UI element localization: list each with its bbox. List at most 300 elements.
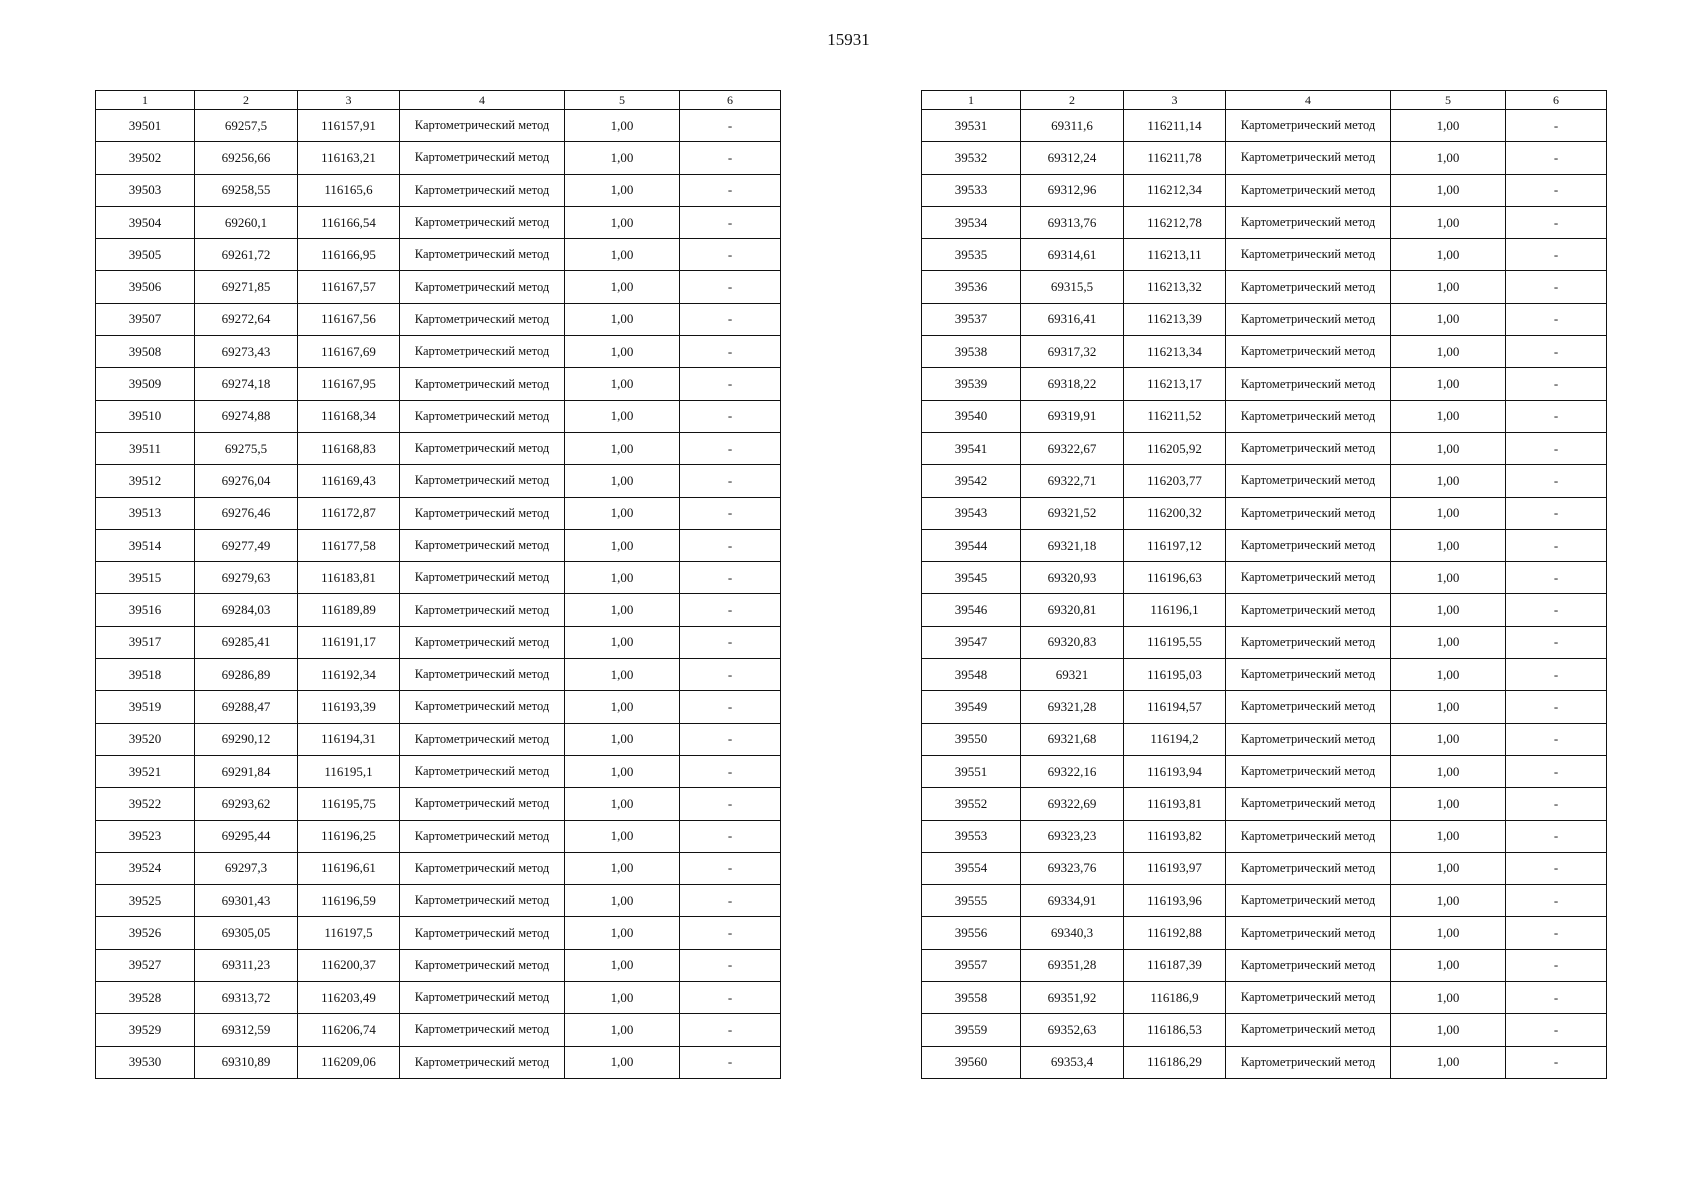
cell-y-coordinate: 116211,52	[1124, 400, 1226, 432]
cell-accuracy: 1,00	[1391, 723, 1506, 755]
cell-point-number: 39559	[922, 1014, 1021, 1046]
cell-x-coordinate: 69256,66	[195, 142, 298, 174]
cell-x-coordinate: 69301,43	[195, 885, 298, 917]
cell-y-coordinate: 116195,75	[298, 788, 400, 820]
cell-accuracy: 1,00	[565, 562, 680, 594]
cell-point-number: 39522	[96, 788, 195, 820]
cell-accuracy: 1,00	[1391, 949, 1506, 981]
cell-method: Картометрический метод	[400, 852, 565, 884]
table-row	[96, 885, 781, 917]
cell-accuracy: 1,00	[1391, 206, 1506, 238]
cell-method: Картометрический метод	[400, 174, 565, 206]
table-row	[922, 303, 1607, 335]
cell-method: Картометрический метод	[1226, 723, 1391, 755]
cell-note: -	[680, 368, 781, 400]
table-row	[96, 949, 781, 981]
cell-accuracy: 1,00	[1391, 110, 1506, 142]
cell-x-coordinate: 69258,55	[195, 174, 298, 206]
cell-x-coordinate: 69260,1	[195, 206, 298, 238]
cell-point-number: 39539	[922, 368, 1021, 400]
cell-y-coordinate: 116193,82	[1124, 820, 1226, 852]
cell-note: -	[680, 755, 781, 787]
table-row	[96, 723, 781, 755]
cell-accuracy: 1,00	[565, 142, 680, 174]
cell-x-coordinate: 69321	[1021, 659, 1124, 691]
table-row	[922, 755, 1607, 787]
cell-y-coordinate: 116192,34	[298, 659, 400, 691]
cell-note: -	[680, 723, 781, 755]
table-row	[96, 529, 781, 561]
cell-x-coordinate: 69290,12	[195, 723, 298, 755]
cell-note: -	[680, 594, 781, 626]
cell-note: -	[1506, 755, 1607, 787]
table-row	[96, 982, 781, 1014]
cell-point-number: 39535	[922, 239, 1021, 271]
cell-accuracy: 1,00	[565, 691, 680, 723]
cell-method: Картометрический метод	[1226, 691, 1391, 723]
cell-note: -	[680, 691, 781, 723]
cell-y-coordinate: 116196,59	[298, 885, 400, 917]
page-number: 15931	[827, 30, 870, 49]
column-header-1: 1	[96, 91, 195, 110]
cell-accuracy: 1,00	[1391, 400, 1506, 432]
cell-point-number: 39508	[96, 336, 195, 368]
cell-point-number: 39533	[922, 174, 1021, 206]
table-row	[922, 110, 1607, 142]
column-header-5: 5	[1391, 91, 1506, 110]
cell-x-coordinate: 69351,92	[1021, 982, 1124, 1014]
cell-note: -	[1506, 691, 1607, 723]
table-row	[96, 336, 781, 368]
table-row	[96, 820, 781, 852]
cell-method: Картометрический метод	[1226, 110, 1391, 142]
cell-point-number: 39531	[922, 110, 1021, 142]
cell-y-coordinate: 116168,83	[298, 432, 400, 464]
cell-y-coordinate: 116195,1	[298, 755, 400, 787]
cell-point-number: 39516	[96, 594, 195, 626]
cell-x-coordinate: 69322,16	[1021, 755, 1124, 787]
cell-method: Картометрический метод	[1226, 206, 1391, 238]
cell-accuracy: 1,00	[565, 271, 680, 303]
cell-note: -	[680, 271, 781, 303]
cell-method: Картометрический метод	[400, 529, 565, 561]
table-row	[922, 400, 1607, 432]
cell-y-coordinate: 116196,61	[298, 852, 400, 884]
cell-point-number: 39517	[96, 626, 195, 658]
cell-x-coordinate: 69275,5	[195, 432, 298, 464]
cell-point-number: 39513	[96, 497, 195, 529]
cell-note: -	[1506, 465, 1607, 497]
cell-point-number: 39553	[922, 820, 1021, 852]
cell-point-number: 39525	[96, 885, 195, 917]
cell-accuracy: 1,00	[1391, 885, 1506, 917]
cell-y-coordinate: 116200,32	[1124, 497, 1226, 529]
table-header-row	[922, 91, 1607, 110]
cell-method: Картометрический метод	[400, 691, 565, 723]
cell-note: -	[1506, 303, 1607, 335]
column-header-5: 5	[565, 91, 680, 110]
cell-y-coordinate: 116197,12	[1124, 529, 1226, 561]
cell-y-coordinate: 116186,53	[1124, 1014, 1226, 1046]
cell-accuracy: 1,00	[565, 982, 680, 1014]
cell-note: -	[680, 529, 781, 561]
cell-accuracy: 1,00	[565, 594, 680, 626]
cell-note: -	[1506, 659, 1607, 691]
cell-method: Картометрический метод	[400, 206, 565, 238]
cell-x-coordinate: 69319,91	[1021, 400, 1124, 432]
table-row	[922, 949, 1607, 981]
cell-point-number: 39545	[922, 562, 1021, 594]
cell-accuracy: 1,00	[1391, 594, 1506, 626]
cell-method: Картометрический метод	[1226, 917, 1391, 949]
cell-point-number: 39557	[922, 949, 1021, 981]
cell-y-coordinate: 116165,6	[298, 174, 400, 206]
cell-accuracy: 1,00	[1391, 626, 1506, 658]
cell-y-coordinate: 116211,78	[1124, 142, 1226, 174]
cell-method: Картометрический метод	[1226, 885, 1391, 917]
cell-accuracy: 1,00	[565, 239, 680, 271]
cell-x-coordinate: 69321,28	[1021, 691, 1124, 723]
cell-point-number: 39529	[96, 1014, 195, 1046]
table-row	[96, 400, 781, 432]
cell-accuracy: 1,00	[1391, 271, 1506, 303]
cell-method: Картометрический метод	[400, 562, 565, 594]
cell-note: -	[1506, 239, 1607, 271]
cell-method: Картометрический метод	[1226, 497, 1391, 529]
cell-point-number: 39518	[96, 659, 195, 691]
table-row	[922, 691, 1607, 723]
cell-note: -	[1506, 820, 1607, 852]
cell-accuracy: 1,00	[565, 852, 680, 884]
cell-note: -	[1506, 271, 1607, 303]
cell-x-coordinate: 69353,4	[1021, 1046, 1124, 1078]
cell-method: Картометрический метод	[1226, 659, 1391, 691]
cell-point-number: 39512	[96, 465, 195, 497]
table-row	[922, 1014, 1607, 1046]
cell-accuracy: 1,00	[1391, 142, 1506, 174]
cell-note: -	[1506, 562, 1607, 594]
cell-note: -	[680, 432, 781, 464]
cell-x-coordinate: 69314,61	[1021, 239, 1124, 271]
cell-y-coordinate: 116167,57	[298, 271, 400, 303]
cell-x-coordinate: 69323,23	[1021, 820, 1124, 852]
cell-point-number: 39549	[922, 691, 1021, 723]
cell-y-coordinate: 116194,2	[1124, 723, 1226, 755]
cell-y-coordinate: 116177,58	[298, 529, 400, 561]
cell-note: -	[680, 142, 781, 174]
column-header-6: 6	[680, 91, 781, 110]
cell-y-coordinate: 116172,87	[298, 497, 400, 529]
cell-note: -	[680, 1014, 781, 1046]
cell-x-coordinate: 69286,89	[195, 659, 298, 691]
cell-y-coordinate: 116194,31	[298, 723, 400, 755]
cell-method: Картометрический метод	[1226, 852, 1391, 884]
cell-point-number: 39556	[922, 917, 1021, 949]
cell-point-number: 39519	[96, 691, 195, 723]
cell-point-number: 39542	[922, 465, 1021, 497]
table-row	[922, 142, 1607, 174]
cell-y-coordinate: 116211,14	[1124, 110, 1226, 142]
cell-x-coordinate: 69279,63	[195, 562, 298, 594]
table-row	[96, 562, 781, 594]
table-body-left	[96, 110, 781, 1079]
cell-note: -	[680, 788, 781, 820]
cell-accuracy: 1,00	[1391, 562, 1506, 594]
cell-accuracy: 1,00	[565, 206, 680, 238]
cell-y-coordinate: 116189,89	[298, 594, 400, 626]
cell-y-coordinate: 116187,39	[1124, 949, 1226, 981]
cell-point-number: 39538	[922, 336, 1021, 368]
cell-accuracy: 1,00	[565, 432, 680, 464]
cell-y-coordinate: 116196,1	[1124, 594, 1226, 626]
cell-y-coordinate: 116195,55	[1124, 626, 1226, 658]
cell-x-coordinate: 69313,76	[1021, 206, 1124, 238]
cell-accuracy: 1,00	[1391, 432, 1506, 464]
cell-note: -	[680, 497, 781, 529]
cell-note: -	[1506, 400, 1607, 432]
cell-accuracy: 1,00	[1391, 529, 1506, 561]
cell-x-coordinate: 69340,3	[1021, 917, 1124, 949]
table-row	[922, 206, 1607, 238]
table-row	[96, 174, 781, 206]
cell-method: Картометрический метод	[400, 594, 565, 626]
cell-method: Картометрический метод	[1226, 1046, 1391, 1078]
cell-method: Картометрический метод	[400, 400, 565, 432]
cell-note: -	[680, 820, 781, 852]
cell-accuracy: 1,00	[1391, 788, 1506, 820]
table-row	[96, 755, 781, 787]
cell-accuracy: 1,00	[1391, 917, 1506, 949]
cell-accuracy: 1,00	[565, 400, 680, 432]
table-row	[922, 659, 1607, 691]
cell-x-coordinate: 69285,41	[195, 626, 298, 658]
table-row	[922, 626, 1607, 658]
table-row	[922, 432, 1607, 464]
table-header-row	[96, 91, 781, 110]
cell-point-number: 39560	[922, 1046, 1021, 1078]
cell-method: Картометрический метод	[400, 723, 565, 755]
cell-method: Картометрический метод	[400, 303, 565, 335]
cell-note: -	[1506, 336, 1607, 368]
cell-method: Картометрический метод	[1226, 820, 1391, 852]
cell-accuracy: 1,00	[565, 110, 680, 142]
cell-point-number: 39501	[96, 110, 195, 142]
cell-y-coordinate: 116167,56	[298, 303, 400, 335]
cell-x-coordinate: 69320,81	[1021, 594, 1124, 626]
cell-accuracy: 1,00	[565, 755, 680, 787]
cell-y-coordinate: 116193,39	[298, 691, 400, 723]
cell-point-number: 39547	[922, 626, 1021, 658]
cell-note: -	[1506, 852, 1607, 884]
cell-method: Картометрический метод	[400, 626, 565, 658]
cell-method: Картометрический метод	[1226, 432, 1391, 464]
cell-y-coordinate: 116200,37	[298, 949, 400, 981]
cell-point-number: 39543	[922, 497, 1021, 529]
cell-x-coordinate: 69274,88	[195, 400, 298, 432]
cell-point-number: 39528	[96, 982, 195, 1014]
cell-accuracy: 1,00	[565, 368, 680, 400]
cell-y-coordinate: 116191,17	[298, 626, 400, 658]
cell-point-number: 39540	[922, 400, 1021, 432]
cell-method: Картометрический метод	[400, 885, 565, 917]
table-row	[922, 497, 1607, 529]
cell-y-coordinate: 116209,06	[298, 1046, 400, 1078]
cell-point-number: 39523	[96, 820, 195, 852]
cell-method: Картометрический метод	[1226, 529, 1391, 561]
cell-point-number: 39534	[922, 206, 1021, 238]
cell-accuracy: 1,00	[565, 174, 680, 206]
table-row	[96, 432, 781, 464]
cell-y-coordinate: 116213,32	[1124, 271, 1226, 303]
cell-accuracy: 1,00	[565, 1046, 680, 1078]
table-row	[96, 271, 781, 303]
cell-point-number: 39524	[96, 852, 195, 884]
cell-method: Картометрический метод	[1226, 142, 1391, 174]
cell-note: -	[1506, 206, 1607, 238]
cell-y-coordinate: 116194,57	[1124, 691, 1226, 723]
cell-y-coordinate: 116193,96	[1124, 885, 1226, 917]
cell-note: -	[1506, 174, 1607, 206]
cell-x-coordinate: 69312,96	[1021, 174, 1124, 206]
cell-method: Картометрический метод	[400, 917, 565, 949]
cell-point-number: 39506	[96, 271, 195, 303]
table-row	[96, 239, 781, 271]
cell-method: Картометрический метод	[1226, 336, 1391, 368]
cell-point-number: 39502	[96, 142, 195, 174]
cell-note: -	[680, 852, 781, 884]
table-row	[96, 142, 781, 174]
cell-method: Картометрический метод	[400, 432, 565, 464]
cell-method: Картометрический метод	[400, 1014, 565, 1046]
cell-point-number: 39551	[922, 755, 1021, 787]
table-row	[922, 465, 1607, 497]
cell-x-coordinate: 69297,3	[195, 852, 298, 884]
cell-method: Картометрический метод	[1226, 303, 1391, 335]
cell-method: Картометрический метод	[400, 465, 565, 497]
cell-method: Картометрический метод	[1226, 465, 1391, 497]
cell-x-coordinate: 69315,5	[1021, 271, 1124, 303]
cell-note: -	[1506, 788, 1607, 820]
table-row	[922, 885, 1607, 917]
cell-method: Картометрический метод	[400, 497, 565, 529]
cell-x-coordinate: 69277,49	[195, 529, 298, 561]
cell-point-number: 39509	[96, 368, 195, 400]
cell-accuracy: 1,00	[1391, 174, 1506, 206]
cell-accuracy: 1,00	[1391, 659, 1506, 691]
cell-point-number: 39515	[96, 562, 195, 594]
cell-accuracy: 1,00	[565, 917, 680, 949]
cell-point-number: 39555	[922, 885, 1021, 917]
cell-x-coordinate: 69320,93	[1021, 562, 1124, 594]
cell-method: Картометрический метод	[1226, 788, 1391, 820]
table-row	[922, 788, 1607, 820]
cell-point-number: 39536	[922, 271, 1021, 303]
cell-x-coordinate: 69313,72	[195, 982, 298, 1014]
cell-y-coordinate: 116166,95	[298, 239, 400, 271]
cell-point-number: 39532	[922, 142, 1021, 174]
cell-x-coordinate: 69322,67	[1021, 432, 1124, 464]
cell-x-coordinate: 69320,83	[1021, 626, 1124, 658]
cell-y-coordinate: 116166,54	[298, 206, 400, 238]
cell-x-coordinate: 69317,32	[1021, 336, 1124, 368]
cell-note: -	[1506, 110, 1607, 142]
cell-note: -	[680, 626, 781, 658]
cell-x-coordinate: 69295,44	[195, 820, 298, 852]
cell-accuracy: 1,00	[565, 820, 680, 852]
cell-note: -	[1506, 142, 1607, 174]
cell-x-coordinate: 69274,18	[195, 368, 298, 400]
table-row	[96, 206, 781, 238]
table-row	[96, 1046, 781, 1078]
column-header-4: 4	[400, 91, 565, 110]
cell-point-number: 39552	[922, 788, 1021, 820]
cell-point-number: 39505	[96, 239, 195, 271]
cell-method: Картометрический метод	[400, 820, 565, 852]
cell-note: -	[1506, 949, 1607, 981]
cell-y-coordinate: 116167,69	[298, 336, 400, 368]
cell-point-number: 39541	[922, 432, 1021, 464]
column-header-4: 4	[1226, 91, 1391, 110]
cell-y-coordinate: 116213,39	[1124, 303, 1226, 335]
cell-note: -	[680, 206, 781, 238]
cell-y-coordinate: 116213,17	[1124, 368, 1226, 400]
coordinates-table-left	[95, 90, 781, 1079]
cell-method: Картометрический метод	[1226, 1014, 1391, 1046]
table-row	[922, 368, 1607, 400]
cell-note: -	[680, 239, 781, 271]
column-header-2: 2	[1021, 91, 1124, 110]
cell-accuracy: 1,00	[1391, 755, 1506, 787]
cell-accuracy: 1,00	[1391, 336, 1506, 368]
table-row	[922, 852, 1607, 884]
cell-accuracy: 1,00	[1391, 303, 1506, 335]
cell-note: -	[1506, 723, 1607, 755]
cell-y-coordinate: 116168,34	[298, 400, 400, 432]
cell-accuracy: 1,00	[565, 465, 680, 497]
cell-accuracy: 1,00	[565, 336, 680, 368]
cell-y-coordinate: 116197,5	[298, 917, 400, 949]
cell-x-coordinate: 69316,41	[1021, 303, 1124, 335]
cell-note: -	[680, 465, 781, 497]
cell-method: Картометрический метод	[1226, 982, 1391, 1014]
cell-method: Картометрический метод	[400, 788, 565, 820]
cell-y-coordinate: 116206,74	[298, 1014, 400, 1046]
cell-method: Картометрический метод	[1226, 174, 1391, 206]
cell-y-coordinate: 116157,91	[298, 110, 400, 142]
cell-note: -	[680, 917, 781, 949]
cell-note: -	[1506, 497, 1607, 529]
cell-accuracy: 1,00	[565, 529, 680, 561]
cell-point-number: 39514	[96, 529, 195, 561]
cell-accuracy: 1,00	[565, 723, 680, 755]
cell-accuracy: 1,00	[1391, 691, 1506, 723]
cell-y-coordinate: 116186,29	[1124, 1046, 1226, 1078]
cell-point-number: 39548	[922, 659, 1021, 691]
cell-y-coordinate: 116193,94	[1124, 755, 1226, 787]
cell-point-number: 39510	[96, 400, 195, 432]
table-row	[922, 723, 1607, 755]
cell-x-coordinate: 69351,28	[1021, 949, 1124, 981]
column-header-1: 1	[922, 91, 1021, 110]
cell-accuracy: 1,00	[1391, 239, 1506, 271]
cell-method: Картометрический метод	[400, 239, 565, 271]
cell-note: -	[1506, 594, 1607, 626]
cell-accuracy: 1,00	[1391, 1046, 1506, 1078]
cell-point-number: 39530	[96, 1046, 195, 1078]
cell-x-coordinate: 69273,43	[195, 336, 298, 368]
cell-y-coordinate: 116205,92	[1124, 432, 1226, 464]
cell-accuracy: 1,00	[565, 497, 680, 529]
